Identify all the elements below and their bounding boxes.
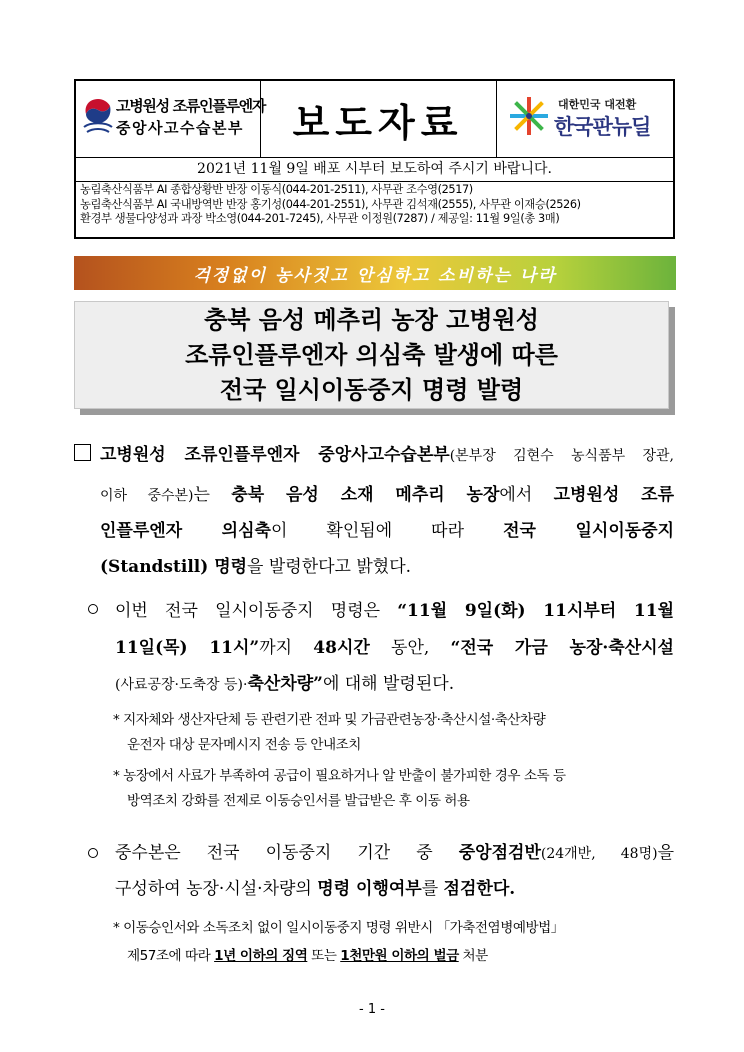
emphasis-text: 고병원성 조류인플루엔자 중앙사고수습본부: [100, 445, 450, 465]
paragraph-line: [115, 874, 515, 899]
body-text: 또는: [307, 948, 341, 964]
body-text: 구성하여 농장·시설·차량의: [115, 879, 318, 899]
headline-line: 충북 음성 메추리 농장 고병원성: [204, 306, 539, 334]
footnote-line: * 이동승인서와 소독조치 없이 일시이동중지 명령 위반시 「가축전염병예방법」: [113, 920, 564, 936]
press-title-cell: [260, 81, 497, 157]
footnote-line: 방역조치 강화를 전제로 이동승인서를 발급받은 후 이동 허용: [127, 793, 470, 809]
paragraph-line: [115, 633, 674, 658]
footnote-line: 운전자 대상 문자메시지 전송 등 안내조치: [127, 737, 361, 753]
body-text: 동안,: [369, 638, 451, 658]
square-bullet-icon: [74, 444, 91, 461]
paragraph-line: [115, 596, 674, 621]
emphasis-text: “11월 9일(화) 11시부터 11월: [397, 601, 675, 621]
paragraph-line: [115, 669, 454, 694]
body-text: 이하 중수본): [100, 488, 194, 504]
body-text: 제57조에 따라: [127, 948, 215, 964]
body-text: 는: [193, 485, 232, 505]
body-text: 중수본은 전국 이동중지 기간 중: [115, 843, 459, 863]
slogan-banner: [74, 256, 676, 290]
body-text: 을 발령한다고 밝혔다.: [247, 557, 412, 577]
paragraph-line: [100, 516, 674, 541]
emphasis-text: 1천만원 이하의 벌금: [340, 948, 459, 964]
footnote-line: * 농장에서 사료가 부족하여 공급이 필요하거나 알 반출이 불가피한 경우 소독 등: [113, 768, 566, 784]
emphasis-text: 중앙점검반: [458, 843, 541, 863]
headline-line: 조류인플루엔자 의심축 발생에 따른: [185, 341, 558, 369]
emphasis-text: 축산차량”: [247, 674, 323, 694]
body-text: 을: [657, 843, 674, 863]
paragraph-line: [100, 440, 674, 465]
emphasis-text: (Standstill) 명령: [100, 557, 248, 577]
emphasis-text: 1년 이하의 징역: [214, 948, 308, 964]
footnote-line: * 지자체와 생산자단체 등 관련기관 전파 및 가금관련농장·축산시설·축산차량: [113, 712, 546, 728]
brand-title: 한국판뉴딜: [554, 115, 651, 139]
press-title: 보도자료: [292, 99, 464, 145]
emphasis-text: 충북 음성 소재 메추리 농장: [231, 485, 500, 505]
emphasis-text: “전국 가금 농장·축산시설: [450, 638, 674, 658]
body-text: 를: [421, 879, 444, 899]
body-text: (본부장 김현수 농식품부 장관,: [449, 448, 674, 464]
emphasis-text: 점검한다.: [443, 879, 516, 899]
org-name-line1: 고병원성 조류인플루엔자: [116, 97, 266, 115]
emphasis-text: 전국 일시이동중지: [503, 521, 675, 541]
contact-line: 농림축산식품부 AI 종합상황반 반장 이동식(044-201-2511), 사무관 조수영(2517): [80, 183, 473, 196]
paragraph-line: [100, 480, 674, 505]
contact-line: 환경부 생물다양성과 과장 박소영(044-201-7245), 사무관 이정원(7287) / 제공일: 11월 9일(총 3매): [80, 212, 560, 226]
body-text: 에서: [499, 485, 554, 505]
headline-line: 전국 일시이동중지 명령 발령: [219, 376, 524, 404]
contact-list: [80, 183, 581, 227]
header-top-row: [76, 81, 673, 158]
body-text: 처분: [458, 948, 488, 964]
circle-bullet-icon: [88, 604, 98, 614]
body-text: 이 확인됨에 따라: [270, 521, 504, 541]
org-name-line2: 중앙사고수습본부: [116, 119, 244, 137]
body-text: 에 대해 발령된다.: [322, 674, 455, 694]
new-deal-logo-icon: [508, 95, 550, 137]
headline-box: [74, 301, 669, 409]
press-header: [74, 79, 675, 239]
emphasis-text: 인플루엔자 의심축: [100, 521, 271, 541]
page-number: - 1 -: [359, 1002, 385, 1017]
body-text: (사료공장·도축장 등)·: [115, 677, 248, 693]
body-text: 까지: [259, 638, 314, 658]
footnote-line: [127, 944, 488, 964]
emphasis-text: 48시간: [313, 638, 370, 658]
paragraph-line: [100, 552, 411, 577]
slogan-text: 걱정없이 농사짓고 안심하고 소비하는 나라: [193, 265, 557, 286]
paragraph-line: [115, 838, 674, 863]
brand-subtitle: 대한민국 대전환: [558, 98, 637, 111]
body-text: 이번 전국 일시이동중지 명령은: [115, 601, 398, 621]
government-emblem-icon: [82, 95, 114, 135]
release-notice: 2021년 11월 9일 배포 시부터 보도하여 주시기 바랍니다.: [76, 157, 673, 182]
emphasis-text: 명령 이행여부: [317, 879, 422, 899]
org-cell: [76, 81, 266, 157]
circle-bullet-icon: [88, 848, 98, 858]
body-text: (24개반, 48명): [540, 846, 658, 862]
emphasis-text: 고병원성 조류: [553, 485, 674, 505]
brand-cell: [496, 81, 673, 157]
contact-line: 농림축산식품부 AI 국내방역반 반장 홍기성(044-201-2551), 사무관 김석재(2555), 사무관 이재승(2526): [80, 197, 581, 211]
emphasis-text: 11일(목) 11시”: [115, 638, 260, 658]
